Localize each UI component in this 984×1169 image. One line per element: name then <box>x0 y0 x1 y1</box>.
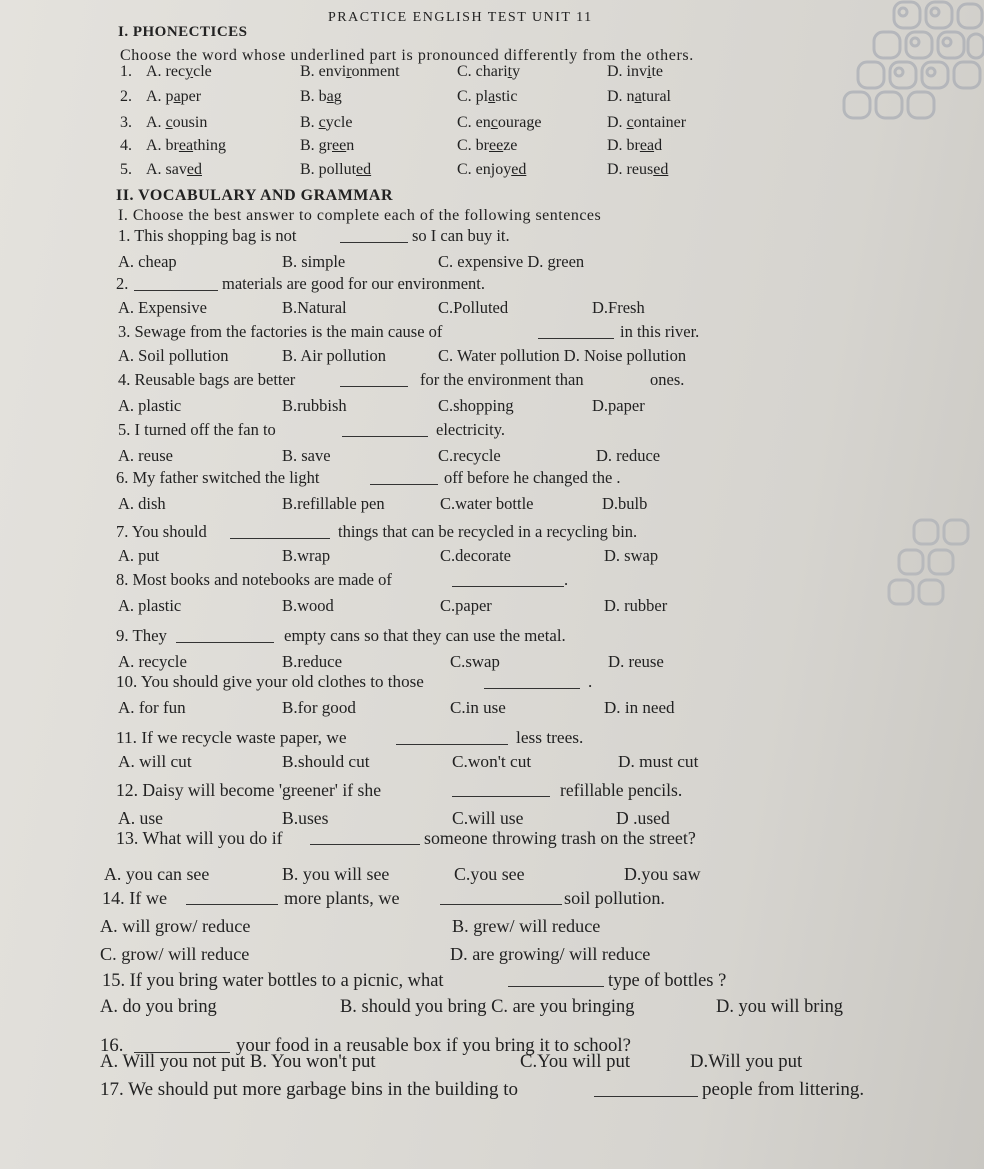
answer-option: A. cheap <box>118 252 177 271</box>
answer-option: A. do you bring <box>100 996 217 1016</box>
question-text: your food in a reusable box if you bring it to school? <box>236 1035 631 1056</box>
answer-option: B. simple <box>282 252 346 271</box>
instruction: Choose the word whose underlined part is pronounced differently from the others. <box>120 47 694 64</box>
answer-option: A. will grow/ reduce <box>100 916 251 936</box>
question-text: ones. <box>650 370 685 389</box>
answer-option: B. green <box>300 137 355 154</box>
question-text: 6. My father switched the light <box>116 468 320 487</box>
answer-option: A. breathing <box>146 137 226 154</box>
answer-option: C. grow/ will reduce <box>100 944 250 964</box>
answer-option: A. put <box>118 546 160 565</box>
answer-option: A. dish <box>118 494 166 513</box>
underlined-sound: ed <box>511 161 527 178</box>
question-text: 5. I turned off the fan to <box>118 420 276 439</box>
answer-option: C.you see <box>454 864 525 884</box>
question-number: 3. <box>120 114 132 131</box>
question-text: 12. Daisy will become 'greener' if she <box>116 780 382 800</box>
question-text: 9. They <box>116 626 167 645</box>
question-text: 1. This shopping bag is not <box>118 226 297 245</box>
answer-option: B.uses <box>282 808 329 828</box>
answer-option: C. expensive D. green <box>438 252 585 271</box>
answer-option: D. reuse <box>608 652 664 671</box>
page-title: PRACTICE ENGLISH TEST UNIT 11 <box>328 10 593 25</box>
answer-option: B.wrap <box>282 546 331 565</box>
answer-option: D. reused <box>607 161 669 178</box>
answer-option: A. plastic <box>118 396 182 415</box>
question-text: things that can be recycled in a recycling bin. <box>338 522 638 541</box>
answer-option: D. rubber <box>604 596 668 615</box>
answer-option: B. cycle <box>300 114 353 131</box>
answer-option: A. saved <box>146 161 202 178</box>
answer-option: D.Fresh <box>592 298 645 317</box>
question-text: 17. We should put more garbage bins in the building to <box>100 1079 518 1100</box>
answer-option: D. in need <box>604 698 675 717</box>
answer-option: B.for good <box>282 698 356 717</box>
question-text: 8. Most books and notebooks are made of <box>116 570 392 589</box>
underlined-sound: ed <box>356 161 372 178</box>
answer-blank <box>340 228 408 243</box>
question-text: refillable pencils. <box>560 780 683 800</box>
answer-option: D. natural <box>607 88 671 105</box>
answer-option: D. bread <box>607 137 663 154</box>
underlined-sound: c <box>165 114 173 131</box>
answer-option: A. for fun <box>118 698 186 717</box>
answer-option: C.paper <box>440 596 492 615</box>
answer-option: B. Air pollution <box>282 346 387 365</box>
answer-option: C.swap <box>450 652 500 671</box>
answer-option: A. use <box>118 808 163 828</box>
answer-option: D.Will you put <box>690 1051 803 1072</box>
answer-option: C.shopping <box>438 396 514 415</box>
question-text: more plants, we <box>284 888 400 908</box>
answer-option: D. swap <box>604 546 659 565</box>
answer-option: B. bag <box>300 88 342 105</box>
answer-blank <box>176 628 274 643</box>
answer-blank <box>370 470 438 485</box>
question-text: 13. What will you do if <box>116 828 283 848</box>
question-text: 11. If we recycle waste paper, we <box>116 728 347 747</box>
question-text: 14. If we <box>102 888 168 908</box>
underlined-sound: i <box>647 63 652 80</box>
underlined-sound: a <box>173 88 181 105</box>
question-number: 4. <box>120 137 132 154</box>
question-text: . <box>588 672 593 691</box>
answer-option: A. plastic <box>118 596 182 615</box>
answer-option: B.refillable pen <box>282 494 385 513</box>
answer-option: A. Soil pollution <box>118 346 229 365</box>
answer-option: D. reduce <box>596 446 661 465</box>
question-text: materials are good for our environment. <box>222 274 485 293</box>
question-text: people from littering. <box>702 1079 865 1100</box>
answer-option: D. you will bring <box>716 996 844 1016</box>
answer-option: A. you can see <box>104 864 210 884</box>
answer-option: C.Polluted <box>438 298 509 317</box>
question-text: off before he changed the . <box>444 468 621 487</box>
answer-option: D.paper <box>592 396 645 415</box>
answer-option: B. should you bring C. are you bringing <box>340 996 635 1016</box>
answer-option: B.wood <box>282 596 334 615</box>
underlined-sound: r <box>346 63 352 80</box>
answer-blank <box>508 972 604 987</box>
answer-option: D. are growing/ will reduce <box>450 944 651 964</box>
answer-option: A. recycle <box>118 652 187 671</box>
question-number: 1. <box>120 63 132 80</box>
answer-option: C.decorate <box>440 546 512 565</box>
answer-option: C. Water pollution D. Noise pollution <box>438 346 687 365</box>
underlined-sound: ee <box>332 137 347 154</box>
question-text: type of bottles ? <box>608 970 727 990</box>
answer-option: C.will use <box>452 808 524 828</box>
answer-option: B. polluted <box>300 161 372 178</box>
answer-option: D. container <box>607 114 687 131</box>
answer-option: A. cousin <box>146 114 208 131</box>
underlined-sound: a <box>326 88 334 105</box>
underlined-sound: ed <box>653 161 669 178</box>
answer-option: D.you saw <box>624 864 701 884</box>
answer-option: C. enjoyed <box>457 161 527 178</box>
instruction: I. Choose the best answer to complete each of the following sentences <box>118 207 602 224</box>
answer-blank <box>538 324 614 339</box>
question-text: someone throwing trash on the street? <box>424 828 696 848</box>
question-text: 10. You should give your old clothes to those <box>116 672 424 691</box>
question-text: 4. Reusable bags are better <box>118 370 296 389</box>
underlined-sound: c <box>490 114 498 131</box>
answer-blank <box>134 276 218 291</box>
answer-option: B.should cut <box>282 752 370 771</box>
question-text: electricity. <box>436 420 506 439</box>
answer-option: D. invite <box>607 63 663 80</box>
question-number: 2. <box>120 88 132 105</box>
answer-option: C. encourage <box>457 114 542 131</box>
question-text: in this river. <box>620 322 700 341</box>
answer-blank <box>230 524 330 539</box>
answer-option: A. paper <box>146 88 202 105</box>
answer-blank <box>340 372 408 387</box>
question-text: so I can buy it. <box>412 226 510 245</box>
answer-option: A. Will you not put B. You won't put <box>100 1051 376 1072</box>
underlined-sound: c <box>626 114 634 131</box>
question-text: 16. <box>100 1035 124 1056</box>
answer-blank <box>186 890 278 905</box>
answer-blank <box>396 730 508 745</box>
question-text: 15. If you bring water bottles to a picnic, what <box>102 970 444 990</box>
answer-option: D. must cut <box>618 752 699 771</box>
answer-blank <box>484 674 580 689</box>
question-text: 2. <box>116 274 129 293</box>
section-heading: II. VOCABULARY AND GRAMMAR <box>116 187 394 204</box>
answer-blank <box>310 830 420 845</box>
answer-option: A. will cut <box>118 752 192 771</box>
answer-option: C. charity <box>457 63 521 80</box>
question-number: 5. <box>120 161 132 178</box>
underlined-sound: c <box>318 114 326 131</box>
underlined-sound: ea <box>639 137 655 154</box>
question-text: . <box>564 570 569 589</box>
answer-option: C.in use <box>450 698 506 717</box>
circle-pattern-decoration <box>884 515 974 625</box>
answer-option: C.won't cut <box>452 752 532 771</box>
question-text: 7. You should <box>116 522 207 541</box>
answer-option: A. Expensive <box>118 298 207 317</box>
answer-option: C.water bottle <box>440 494 534 513</box>
answer-blank <box>452 782 550 797</box>
question-text: empty cans so that they can use the metal. <box>284 626 566 645</box>
underlined-sound: t <box>507 63 513 80</box>
answer-option: C. breeze <box>457 137 518 154</box>
answer-blank <box>452 572 564 587</box>
underlined-sound: ed <box>186 161 202 178</box>
answer-option: B.rubbish <box>282 396 347 415</box>
answer-option: B. you will see <box>282 864 390 884</box>
question-text: for the environment than <box>420 370 584 389</box>
answer-option: B. save <box>282 446 331 465</box>
underlined-sound: a <box>488 88 496 105</box>
answer-blank <box>342 422 428 437</box>
answer-option: C. plastic <box>457 88 518 105</box>
answer-blank <box>594 1082 698 1097</box>
answer-option: C.You will put <box>520 1051 631 1072</box>
underlined-sound: ee <box>489 137 504 154</box>
underlined-sound: y <box>185 63 194 80</box>
underlined-sound: a <box>634 88 642 105</box>
answer-blank <box>440 890 562 905</box>
question-text: soil pollution. <box>564 888 665 908</box>
circle-pattern-decoration <box>834 0 984 130</box>
answer-option: D .used <box>616 808 670 828</box>
answer-option: A. recycle <box>146 63 212 80</box>
section-heading: I. PHONECTICES <box>118 24 248 40</box>
answer-option: D.bulb <box>602 494 648 513</box>
answer-option: B. environment <box>300 63 400 80</box>
question-text: 3. Sewage from the factories is the main cause of <box>118 322 443 341</box>
question-text: less trees. <box>516 728 584 747</box>
answer-option: B. grew/ will reduce <box>452 916 601 936</box>
answer-option: B.Natural <box>282 298 347 317</box>
underlined-sound: ea <box>178 137 194 154</box>
answer-option: A. reuse <box>118 446 173 465</box>
answer-option: B.reduce <box>282 652 343 671</box>
answer-option: C.recycle <box>438 446 501 465</box>
